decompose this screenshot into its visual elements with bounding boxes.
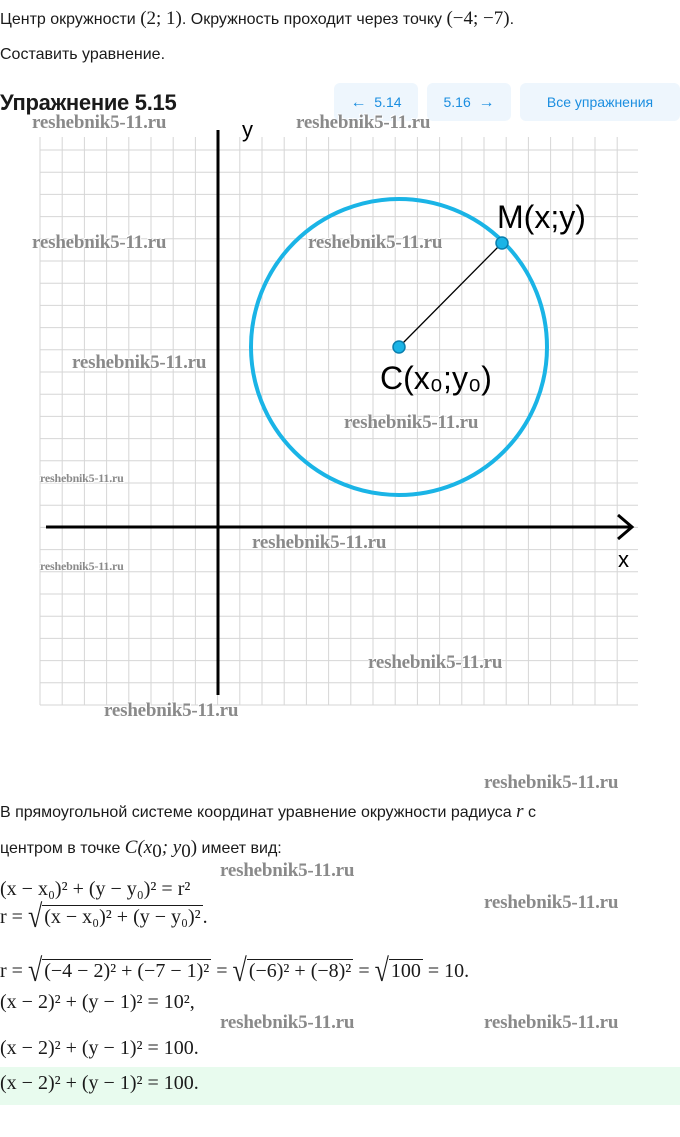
sqrt-icon: √ (232, 952, 247, 989)
watermark: reshebnik5-11.ru (252, 532, 387, 553)
y-axis-label: y (242, 125, 253, 142)
watermark: reshebnik5-11.ru (484, 892, 619, 913)
solution-text: центром в точке (0, 840, 125, 857)
equation-step-5: (x − 2)² + (y − 1)² = 100. (0, 1037, 199, 1059)
task-text: . Окружность проходит через точку (181, 11, 447, 28)
equation-radius-value (0, 952, 470, 989)
solution-text: с (523, 804, 536, 821)
arrow-right-icon: → (478, 94, 495, 111)
equation-radius-formula (0, 898, 208, 935)
watermark: reshebnik5-11.ru (296, 112, 431, 133)
center-symbol: ; y (161, 837, 182, 858)
solution-intro-1 (0, 801, 536, 823)
equation-general: (x − x₀)² + (y − y₀)² = r² (0, 878, 191, 900)
next-exercise-button[interactable] (427, 83, 511, 121)
task-center: (2; 1) (140, 8, 182, 29)
task-line-2: Составить уравнение. (0, 46, 166, 63)
sqrt-icon: √ (27, 952, 43, 989)
eq-part: . (202, 906, 208, 928)
watermark: reshebnik5-11.ru (32, 112, 167, 133)
prev-label: 5.14 (374, 94, 402, 110)
point-m (496, 237, 508, 249)
eq-radicand: (−6)² + (−8)² (248, 960, 352, 982)
watermark: reshebnik5-11.ru (40, 471, 124, 485)
center-point (393, 341, 405, 353)
center-symbol: C(x (124, 837, 153, 858)
watermark: reshebnik5-11.ru (104, 700, 239, 721)
watermark: reshebnik5-11.ru (220, 1012, 355, 1033)
eq-part: = (211, 960, 233, 982)
radius-symbol: r (516, 801, 524, 822)
next-label: 5.16 (443, 94, 471, 110)
task-text: Центр окружности (0, 11, 141, 28)
radius-line (399, 243, 502, 347)
x-axis-label: x (618, 547, 629, 572)
eq-part: r = (0, 906, 28, 928)
arrow-left-icon: ← (350, 94, 367, 111)
eq-radicand: (x − x₀)² + (y − y₀)² (44, 906, 201, 928)
sqrt-icon: √ (374, 952, 389, 989)
eq-part: = (353, 960, 375, 982)
watermark: reshebnik5-11.ru (32, 232, 167, 253)
watermark: reshebnik5-11.ru (344, 412, 479, 433)
eq-part: r = (0, 960, 28, 982)
watermark: reshebnik5-11.ru (40, 559, 124, 573)
solution-intro-2: центром в точке $C(x_0$; $y_0$) имеет вид: (0, 837, 282, 863)
circle-figure (0, 125, 680, 725)
task-text: . (509, 11, 515, 28)
task-point: (−4; −7) (446, 8, 510, 29)
watermark: reshebnik5-11.ru (220, 860, 355, 881)
task-line-1 (0, 9, 514, 30)
watermark: reshebnik5-11.ru (72, 352, 207, 373)
solution-text: имеет вид: (197, 840, 282, 857)
sqrt-icon: √ (27, 898, 43, 935)
center-symbol: ) (190, 837, 198, 858)
page-title: Упражнение 5.15 (0, 90, 177, 115)
point-m-label: M(x;y) (497, 199, 586, 235)
watermark: reshebnik5-11.ru (308, 232, 443, 253)
solution-text: В прямоугольной системе координат уравнение окружности радиуса (0, 804, 517, 821)
eq-part: = 10. (422, 960, 470, 982)
all-exercises-button[interactable]: Все упражнения (520, 83, 680, 121)
point-c-label: C(x₀;y₀) (380, 360, 492, 396)
eq-radicand: (−4 − 2)² + (−7 − 1)² (44, 960, 210, 982)
watermark: reshebnik5-11.ru (484, 1012, 619, 1033)
answer-equation: (x − 2)² + (y − 1)² = 100. (0, 1072, 199, 1094)
eq-radicand: 100 (390, 960, 421, 982)
watermark: reshebnik5-11.ru (484, 772, 619, 793)
watermark: reshebnik5-11.ru (368, 652, 503, 673)
equation-step-4: (x − 2)² + (y − 1)² = 10², (0, 991, 195, 1013)
